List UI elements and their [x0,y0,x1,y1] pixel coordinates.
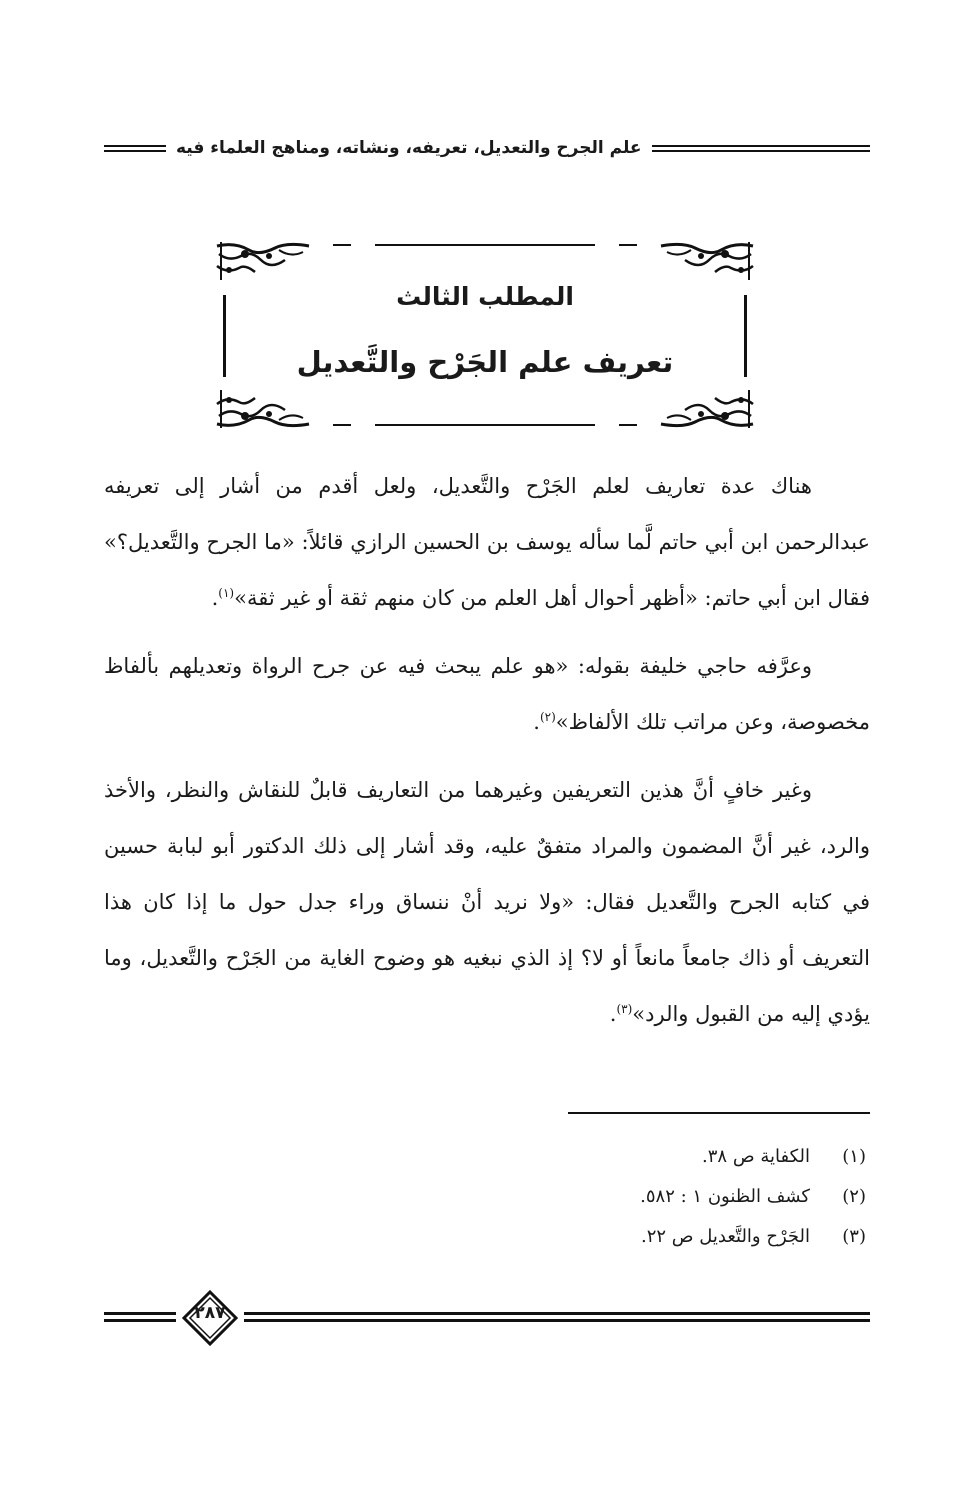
footer-rule-right [244,1312,870,1322]
header-rule-left [104,145,166,152]
frame-dash [333,424,351,426]
sentence-end: . [533,710,540,734]
footnote-number: (٢) [842,1185,866,1207]
header-rule-right [652,145,870,152]
sentence-end: . [211,586,219,610]
floral-ornament-icon [215,240,311,282]
footnote-text: كشف الظنون ١ : ٥٨٢. [640,1185,810,1207]
footnote-item [104,1216,866,1256]
floral-ornament-icon [659,388,755,430]
running-header [104,128,870,168]
section-title-frame [215,240,755,430]
paragraph-text: وعرَّفه حاجي خليفة بقوله: «هو علم يبحث فيه عن جرح الرواة وتعديلهم بألفاظ مخصوصة، وعن مراتب تلك الألفاظ» [104,654,870,734]
footnote-text: الكفاية ص ٣٨. [702,1145,810,1167]
paragraph-text: وغير خافٍ أنَّ هذين التعريفين وغيرهما من التعاريف قابلٌ للنقاش والنظر، والأخذ والرد، غير أنَّ المضمون والمراد متفقٌ عليه، وقد أشار إلى ذلك الدكتور أبو لبابة حسين في كتابه الجرح والتَّعديل فقال: «ولا نريد أنْ ننساق وراء جدل حول ما إذا كان هذا التعريف أو ذاك جامعاً مانعاً أو لا؟ إذ الذي نبغيه هو وضوح الغاية من الجَرْح والتَّعديل، وما يؤدي إليه من القبول والرد» [104,778,870,1026]
page-footer [104,1284,870,1354]
frame-dash [619,244,637,246]
frame-dash [333,244,351,246]
frame-dash [619,424,637,426]
footnote-ref: (٢) [539,710,556,724]
page-number: ٢٨٧ [194,1303,226,1323]
floral-ornament-icon [659,240,755,282]
sentence-end: . [609,1002,617,1026]
footnote-number: (١) [842,1145,866,1167]
running-title: علم الجرح والتعديل، تعريفه، ونشاته، ومناهج العلماء فيه [176,138,642,158]
section-label: المطلب الثالث [396,282,574,311]
footnotes [104,1136,866,1256]
section-title: تعريف علم الجَرْح والتَّعديل [296,345,674,379]
footnote-number: (٣) [842,1225,866,1247]
footnote-separator [568,1112,870,1114]
frame-bottom-line [375,424,595,426]
paragraph-text: هناك عدة تعاريف لعلم الجَرْح والتَّعديل، ولعل أقدم من أشار إلى تعريفه عبدالرحمن ابن أبي حاتم لَّما سأله يوسف بن الحسين الرازي قائلاً: «ما الجرح والتَّعديل؟» فقال ابن أبي حاتم: «أظهر أحوال أهل العلم من كان منهم ثقة أو غير ثقة» [104,474,870,610]
footnote-ref: (١) [218,586,235,600]
footnote-ref: (٣) [616,1002,633,1016]
body-text [104,458,870,1054]
footnote-item [104,1176,866,1216]
paragraph [104,638,870,750]
footnote-item [104,1136,866,1176]
floral-ornament-icon [215,388,311,430]
footnote-text: الجَرْح والتَّعديل ص ٢٢. [640,1225,810,1247]
paragraph [104,762,870,1042]
frame-top-line [375,244,595,246]
footer-rule-left [104,1312,176,1322]
paragraph [104,458,870,626]
